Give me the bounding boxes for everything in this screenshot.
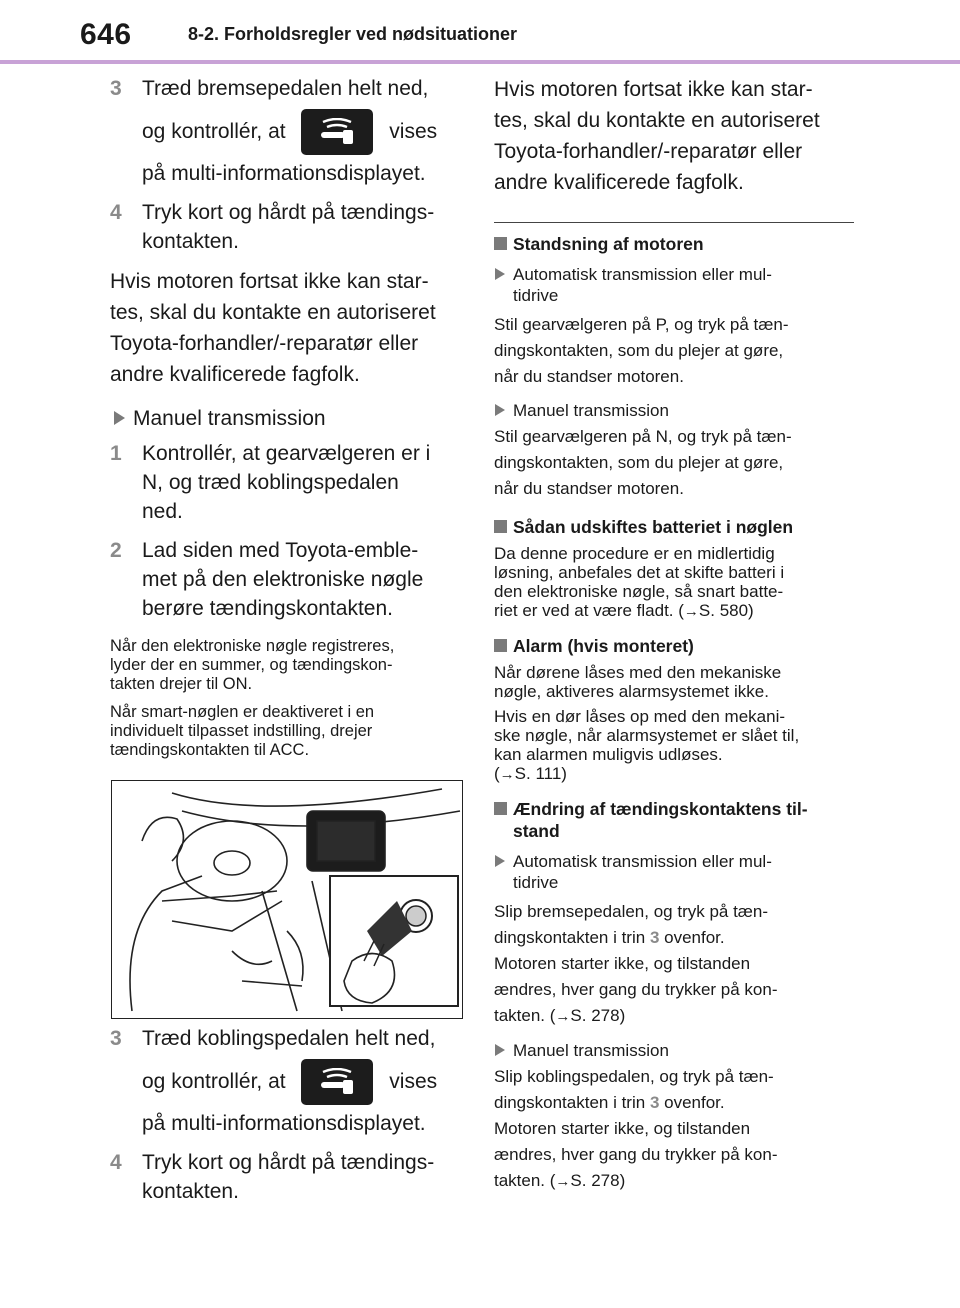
step-number: 4: [110, 201, 122, 225]
left-column: [110, 74, 465, 760]
subheading-auto: [494, 851, 854, 893]
text-line: når du standser motoren.: [494, 367, 684, 386]
key-smart-icon: [301, 109, 373, 155]
step-number-ref: 3: [649, 1093, 660, 1112]
paragraph: [494, 707, 854, 784]
subheading-manual: [494, 1040, 854, 1061]
step-text: ned.: [142, 500, 183, 524]
step-text: Tryk kort og hårdt på tændings-: [142, 1151, 435, 1175]
text-line: Når den elektroniske nøgle registreres,: [110, 637, 395, 656]
subheading-text: tidrive: [513, 286, 559, 305]
text-line: Slip koblingspedalen, og tryk på tæn-: [494, 1067, 774, 1086]
text-line: [494, 1168, 854, 1195]
step-number: 1: [110, 442, 122, 466]
text-line: lyder der en summer, og tændingskon-: [110, 656, 393, 675]
text-line: tes, skal du kontakte en autoriseret: [494, 109, 820, 132]
text-line: [494, 925, 854, 951]
illustration-car-interior: [111, 780, 463, 1019]
text-line: ske nøgle, når alarmsystemet er slået til,: [494, 726, 800, 745]
subheading-text: Automatisk transmission eller mul-: [513, 265, 772, 284]
step-text: berøre tændingskontakten.: [142, 597, 393, 621]
text-line: den elektroniske nøgle, så snart batte-: [494, 582, 784, 601]
note: [110, 637, 465, 694]
text-line: [494, 1003, 854, 1030]
step-number-ref: 3: [649, 928, 660, 947]
text-line: Motoren starter ikke, og tilstanden: [494, 1119, 751, 1138]
text-line: individuelt tilpasset indstilling, drejer: [110, 722, 373, 741]
subheading-manual: [494, 400, 854, 421]
text-line: dingskontakten, som du plejer at gøre,: [494, 453, 784, 472]
heading-text: Sådan udskiftes batteriet i nøglen: [513, 517, 794, 537]
step-2: [110, 536, 465, 623]
step-3-brake: [110, 74, 465, 188]
text-line: [494, 764, 854, 784]
page-reference[interactable]: S. 580): [698, 601, 754, 620]
text-line: takten drejer til ON.: [110, 675, 253, 694]
text-line: tes, skal du kontakte en autoriseret: [110, 301, 436, 325]
subheading-text: Automatisk transmission eller mul-: [513, 852, 772, 871]
paragraph: [494, 544, 854, 621]
step-inline-row: [142, 1059, 465, 1105]
heading-text: Alarm (hvis monteret): [513, 636, 694, 656]
step-text: på multi-informationsdisplayet.: [142, 1112, 426, 1136]
step-text: Lad siden med Toyota-emble-: [142, 539, 419, 563]
text-line: Stil gearvælgeren på P, og tryk på tæn-: [494, 315, 789, 334]
step-4-press: [110, 198, 465, 256]
text-line: Hvis motoren fortsat ikke kan star-: [494, 78, 813, 101]
triangle-bullet-icon: [495, 855, 505, 867]
text-line: dingskontakten, som du plejer at gøre,: [494, 341, 784, 360]
text-line: ændres, hver gang du trykker på kon-: [494, 1145, 778, 1164]
right-arrow-icon: →: [683, 603, 699, 620]
step-text: Træd koblingspedalen helt ned,: [142, 1027, 436, 1050]
right-arrow-icon: →: [555, 1008, 571, 1025]
heading-text: Ændring af tændingskontaktens til-: [513, 799, 808, 819]
step-text: N, og træd koblingspedalen: [142, 471, 399, 495]
page-reference[interactable]: S. 278): [570, 1006, 626, 1025]
square-marker-icon: [494, 639, 507, 652]
step-text: Træd bremsepedalen helt ned,: [142, 77, 429, 100]
step-text: på multi-informationsdisplayet.: [142, 162, 426, 186]
text-fragment: ovenfor.: [664, 1093, 725, 1112]
note: [110, 703, 465, 760]
paragraph: [494, 899, 854, 1030]
step-inline-row: [142, 109, 465, 155]
step-text: kontakten.: [142, 230, 239, 254]
subheading-text: tidrive: [513, 873, 559, 892]
text-line: Hvis motoren fortsat ikke kan star-: [110, 270, 429, 294]
text-line: Motoren starter ikke, og tilstanden: [494, 954, 751, 973]
text-fragment: takten. (: [494, 1006, 556, 1025]
text-line: ændres, hver gang du trykker på kon-: [494, 980, 778, 999]
step-3-clutch: [110, 1024, 465, 1138]
step-number: 3: [110, 77, 122, 100]
subheading-text: Manuel transmission: [513, 401, 669, 420]
heading-text: Standsning af motoren: [513, 234, 704, 254]
triangle-bullet-icon: [495, 1044, 505, 1056]
text-line: Hvis en dør låses op med den mekani-: [494, 707, 786, 726]
text-line: når du standser motoren.: [494, 479, 684, 498]
heading-alarm: [494, 635, 854, 657]
header-divider: [0, 60, 960, 64]
text-line: Når dørene låses med den mekaniske: [494, 663, 782, 682]
heading-text: stand: [513, 821, 560, 841]
text-line: Toyota-forhandler/-reparatør eller: [110, 332, 419, 356]
page-reference[interactable]: S. 111): [514, 764, 567, 783]
step-text: Kontrollér, at gearvælgeren er i: [142, 442, 431, 466]
text-line: Stil gearvælgeren på N, og tryk på tæn-: [494, 427, 792, 446]
step-number: 3: [110, 1027, 122, 1050]
right-arrow-icon: →: [555, 1173, 571, 1190]
text-fragment: (: [494, 764, 500, 783]
text-line: løsning, anbefales det at skifte batteri i: [494, 563, 785, 582]
page-number: 646: [80, 18, 132, 51]
text-line: Når smart-nøglen er deaktiveret i en: [110, 703, 375, 722]
text-fragment: takten. (: [494, 1171, 556, 1190]
right-column: [494, 74, 854, 1195]
key-smart-icon: [301, 1059, 373, 1105]
heading-stop-engine: [494, 233, 854, 255]
text-line: nøgle, aktiveres alarmsystemet ikke.: [494, 682, 769, 701]
text-line: tændingskontakten til ACC.: [110, 741, 310, 760]
text-line: andre kvalificerede fagfolk.: [110, 363, 360, 387]
paragraph: [494, 1064, 854, 1195]
square-marker-icon: [494, 802, 507, 815]
paragraph: [494, 74, 854, 198]
subheading-auto: [494, 264, 854, 306]
text-line: Toyota-forhandler/-reparatør eller: [494, 140, 803, 163]
text-line: Da denne procedure er en midlertidig: [494, 544, 775, 563]
subheading-text: Manuel transmission: [513, 1041, 669, 1060]
paragraph: [110, 266, 465, 390]
paragraph: [494, 424, 854, 502]
step-text: met på den elektroniske nøgle: [142, 568, 424, 592]
step-number: 4: [110, 1151, 122, 1175]
triangle-bullet-icon: [495, 268, 505, 280]
step-text-pre: og kontrollér, at: [142, 120, 286, 143]
page-header: [0, 0, 960, 62]
step-number: 2: [110, 539, 122, 563]
triangle-bullet-icon: [114, 411, 125, 425]
triangle-bullet-icon: [495, 404, 505, 416]
subheading-manual: [110, 404, 465, 433]
step-text: Tryk kort og hårdt på tændings-: [142, 201, 435, 225]
step-1: [110, 439, 465, 526]
text-fragment: riet er ved at være fladt. (: [494, 601, 684, 620]
text-fragment: dingskontakten i trin: [494, 928, 646, 947]
text-line: kan alarmen muligvis udløses.: [494, 745, 723, 764]
step-text-post: vises: [389, 1070, 438, 1093]
heading-ignition-mode: [494, 798, 854, 842]
section-title: 8-2. Forholdsregler ved nødsituationer: [188, 24, 518, 44]
text-line: Slip bremsepedalen, og tryk på tæn-: [494, 902, 769, 921]
heading-battery: [494, 516, 854, 538]
right-arrow-icon: →: [499, 766, 515, 783]
page-reference[interactable]: S. 278): [570, 1171, 626, 1190]
text-line: [494, 601, 854, 621]
square-marker-icon: [494, 520, 507, 533]
subheading-text: Manuel transmission: [133, 407, 326, 431]
square-marker-icon: [494, 237, 507, 250]
step-text: kontakten.: [142, 1180, 239, 1204]
section-divider: [494, 222, 854, 223]
paragraph: [494, 312, 854, 390]
paragraph: [494, 663, 854, 701]
text-line: [494, 1090, 854, 1116]
step-4-press: [110, 1148, 465, 1206]
text-line: andre kvalificerede fagfolk.: [494, 171, 744, 194]
step-text-post: vises: [389, 120, 438, 143]
step-text-pre: og kontrollér, at: [142, 1070, 286, 1093]
left-column-bottom: [110, 1024, 465, 1206]
text-fragment: dingskontakten i trin: [494, 1093, 646, 1112]
text-fragment: ovenfor.: [664, 928, 725, 947]
